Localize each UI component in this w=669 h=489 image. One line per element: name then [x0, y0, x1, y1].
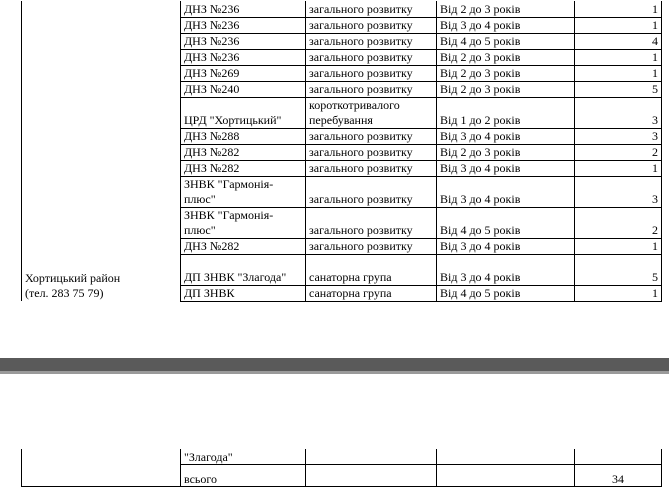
- institution-cell: ЗНВК "Гармонія-плюс": [181, 176, 306, 207]
- count-cell: 1: [575, 160, 662, 176]
- count-cell: 2: [575, 207, 662, 238]
- type-cell: короткотривалого перебування: [306, 97, 437, 128]
- count-cell: 5: [575, 81, 662, 97]
- type-cell: загального розвитку: [306, 207, 437, 238]
- institution-cell: ДНЗ №282: [181, 160, 306, 176]
- type-cell: загального розвитку: [306, 33, 437, 49]
- type-cell: загального розвитку: [306, 160, 437, 176]
- type-cell: загального розвитку: [306, 17, 437, 33]
- count-cell: 1: [575, 1, 662, 17]
- count-cell: 1: [575, 49, 662, 65]
- district-cell-continued: [22, 449, 181, 464]
- type-cell: загального розвитку: [306, 65, 437, 81]
- type-cell: загального розвитку: [306, 1, 437, 17]
- age-cell: Від 3 до 4 років: [437, 176, 575, 207]
- age-cell: Від 3 до 4 років: [437, 17, 575, 33]
- page-break-bar: [0, 358, 669, 371]
- age-cell: Від 4 до 5 років: [437, 285, 575, 301]
- age-cell: Від 3 до 4 років: [437, 238, 575, 254]
- institution-cell: "Злагода": [181, 449, 306, 464]
- type-cell: загального розвитку: [306, 49, 437, 65]
- institution-cell: ДНЗ №282: [181, 144, 306, 160]
- type-cell: санаторна група: [306, 254, 437, 285]
- count-cell: 1: [575, 65, 662, 81]
- institution-cell: ЗНВК "Гармонія-плюс": [181, 207, 306, 238]
- district-name: Хортицький район: [25, 271, 121, 285]
- type-cell: [306, 464, 437, 486]
- count-cell: 3: [575, 128, 662, 144]
- table-row: [22, 1, 662, 17]
- age-cell: Від 2 до 3 років: [437, 81, 575, 97]
- continuation-row: [22, 449, 662, 464]
- age-cell: Від 3 до 4 років: [437, 128, 575, 144]
- age-cell: Від 3 до 4 років: [437, 160, 575, 176]
- type-cell: санаторна група: [306, 285, 437, 301]
- count-cell: 5: [575, 254, 662, 285]
- type-cell: загального розвитку: [306, 128, 437, 144]
- page-break-shadow: [0, 371, 669, 374]
- institution-cell: ДНЗ №236: [181, 33, 306, 49]
- total-table: [21, 449, 662, 487]
- age-cell: [437, 449, 575, 464]
- age-cell: Від 1 до 2 років: [437, 97, 575, 128]
- kindergarten-table: [21, 1, 662, 302]
- type-cell: [306, 449, 437, 464]
- type-cell: загального розвитку: [306, 144, 437, 160]
- district-cell: [22, 1, 181, 301]
- institution-cell: ДНЗ №269: [181, 65, 306, 81]
- type-cell: загального розвитку: [306, 238, 437, 254]
- total-label: всього: [181, 464, 306, 486]
- count-cell: [575, 449, 662, 464]
- institution-cell: ЦРД "Хортицький": [181, 97, 306, 128]
- district-phone: (тел. 283 75 79): [25, 286, 104, 300]
- age-cell: Від 4 до 5 років: [437, 207, 575, 238]
- institution-cell: ДНЗ №282: [181, 238, 306, 254]
- total-row: [22, 464, 662, 486]
- institution-cell: ДП ЗНВК "Злагода": [181, 254, 306, 285]
- count-cell: 3: [575, 97, 662, 128]
- count-cell: 3: [575, 176, 662, 207]
- type-cell: загального розвитку: [306, 81, 437, 97]
- count-cell: 1: [575, 238, 662, 254]
- count-cell: 1: [575, 285, 662, 301]
- age-cell: Від 3 до 4 років: [437, 254, 575, 285]
- institution-cell: ДНЗ №236: [181, 1, 306, 17]
- institution-cell: ДНЗ №240: [181, 81, 306, 97]
- age-cell: Від 2 до 3 років: [437, 65, 575, 81]
- age-cell: Від 2 до 3 років: [437, 1, 575, 17]
- age-cell: Від 4 до 5 років: [437, 33, 575, 49]
- age-cell: Від 2 до 3 років: [437, 144, 575, 160]
- institution-cell: ДНЗ №288: [181, 128, 306, 144]
- count-cell: 1: [575, 17, 662, 33]
- total-value: 34: [575, 464, 662, 486]
- count-cell: 2: [575, 144, 662, 160]
- institution-cell: ДП ЗНВК: [181, 285, 306, 301]
- district-cell-continued: [22, 464, 181, 486]
- type-cell: загального розвитку: [306, 176, 437, 207]
- age-cell: [437, 464, 575, 486]
- institution-cell: ДНЗ №236: [181, 17, 306, 33]
- count-cell: 4: [575, 33, 662, 49]
- table-body: [22, 1, 662, 301]
- age-cell: Від 2 до 3 років: [437, 49, 575, 65]
- institution-cell: ДНЗ №236: [181, 49, 306, 65]
